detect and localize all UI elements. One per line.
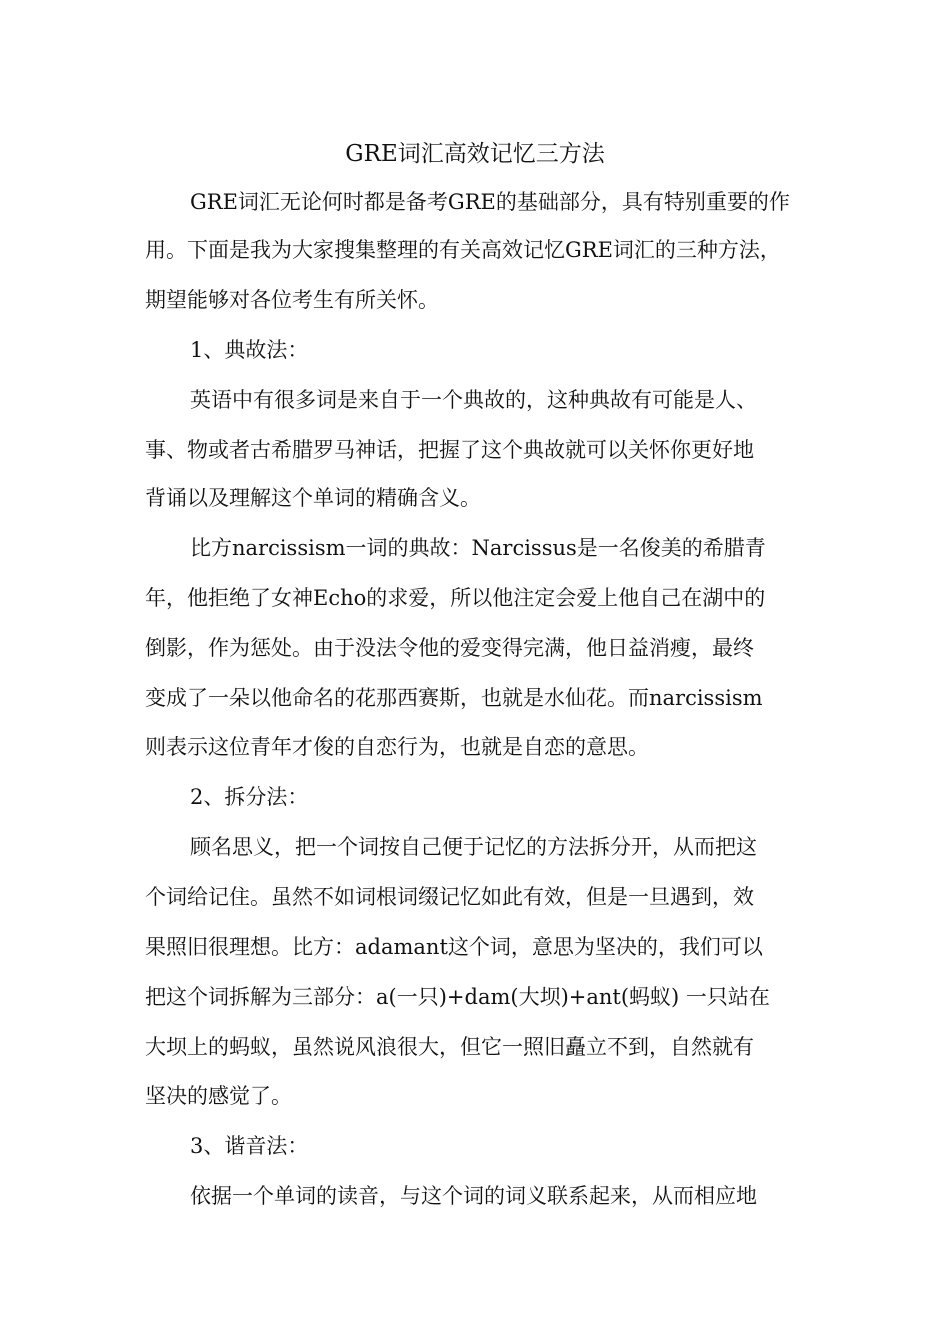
paragraph-line: 大坝上的蚂蚁，虽然说风浪很大，但它一照旧矗立不到，自然就有	[145, 1035, 754, 1059]
paragraph-line: 背诵以及理解这个单词的精确含义。	[145, 486, 481, 510]
section-heading: 3、谐音法：	[190, 1134, 309, 1158]
paragraph-line: 期望能够对各位考生有所关怀。	[145, 288, 439, 312]
paragraph-line: 顾名思义，把一个词按自己便于记忆的方法拆分开，从而把这	[190, 835, 757, 859]
paragraph-line: 倒影，作为惩处。由于没法令他的爱变得完满，他日益消瘦，最终	[145, 636, 754, 660]
paragraph-line: 则表示这位青年才俊的自恋行为，也就是自恋的意思。	[145, 735, 649, 759]
paragraph-line: 依据一个单词的读音，与这个词的词义联系起来，从而相应地	[190, 1184, 757, 1208]
paragraph-line: 个词给记住。虽然不如词根词缀记忆如此有效，但是一旦遇到，效	[145, 885, 754, 909]
paragraph-line: 英语中有很多词是来自于一个典故的，这种典故有可能是人、	[190, 388, 757, 412]
document-title: GRE词汇高效记忆三方法	[345, 141, 605, 167]
paragraph-line: 坚决的感觉了。	[145, 1084, 292, 1108]
paragraph-line: 比方narcissism一词的典故：Narcissus是一名俊美的希腊青	[190, 536, 766, 560]
paragraph-line: 把这个词拆解为三部分：a(一只)+dam(大坝)+ant(蚂蚁) 一只站在	[145, 985, 770, 1009]
paragraph-line: 变成了一朵以他命名的花那西赛斯，也就是水仙花。而narcissism	[145, 686, 763, 710]
paragraph-line: 事、物或者古希腊罗马神话，把握了这个典故就可以关怀你更好地	[145, 438, 754, 462]
section-heading: 1、典故法：	[190, 338, 309, 362]
paragraph-line: GRE词汇无论何时都是备考GRE的基础部分，具有特别重要的作	[190, 190, 790, 214]
paragraph-line: 果照旧很理想。比方：adamant这个词，意思为坚决的，我们可以	[145, 935, 763, 959]
paragraph-line: 年，他拒绝了女神Echo的求爱，所以他注定会爱上他自己在湖中的	[145, 586, 766, 610]
paragraph-line: 用。下面是我为大家搜集整理的有关高效记忆GRE词汇的三种方法，	[145, 238, 781, 262]
section-heading: 2、拆分法：	[190, 785, 309, 809]
